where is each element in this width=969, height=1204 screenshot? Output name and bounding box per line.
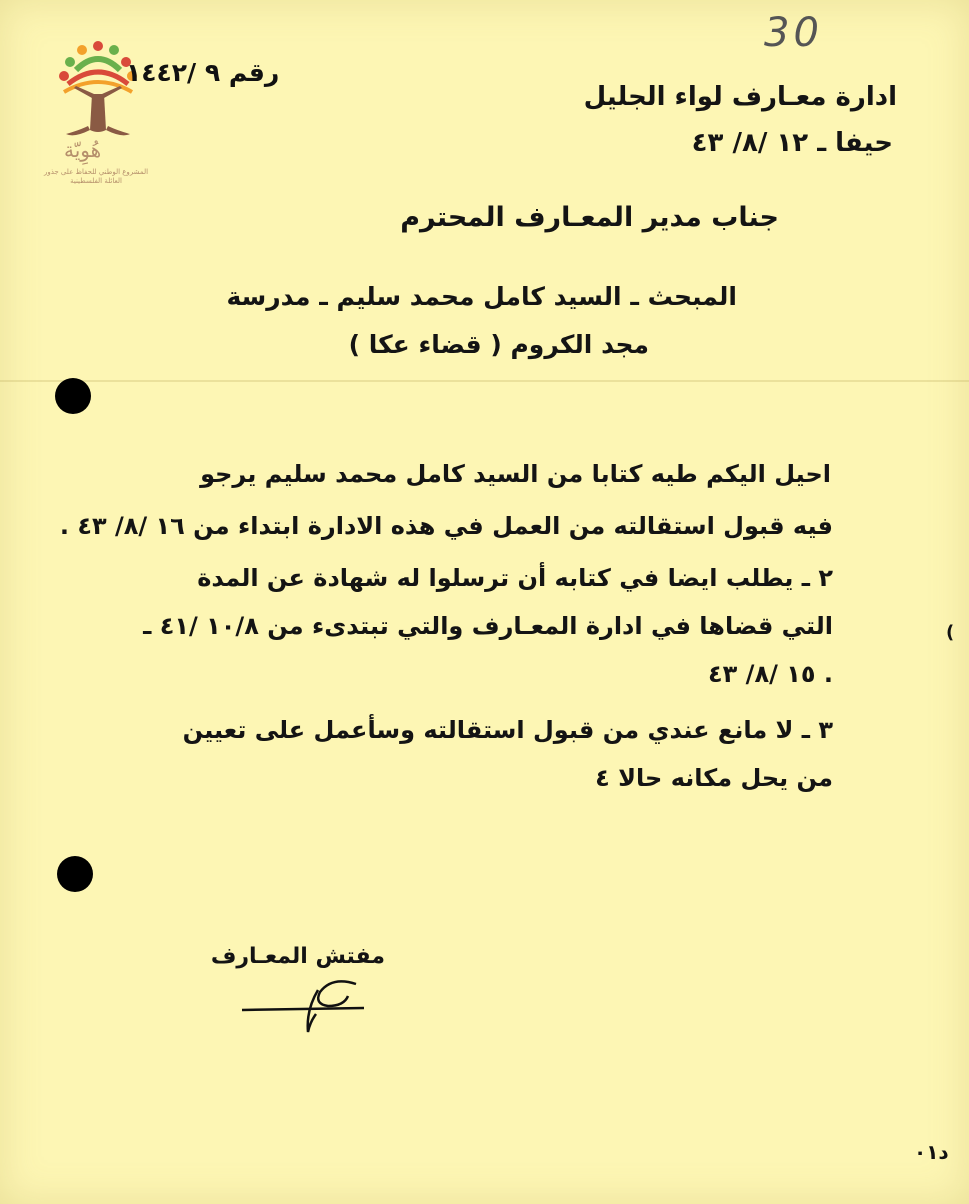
body-line: ١٥ /٨/ ٤٣ . — [708, 660, 833, 688]
body-line: احيل اليكم طيه كتابا من السيد كامل محمد سليم يرجو — [200, 460, 831, 488]
paper-fold — [0, 380, 969, 382]
page-number: 30 — [764, 10, 823, 56]
reference-number: رقم ٩ /١٤٤٢ — [126, 58, 280, 87]
body-line: من يحل مكانه حالا ٤ — [595, 764, 833, 792]
issuing-office: ادارة معـارف لواء الجليل — [583, 82, 897, 112]
body-line: فيه قبول استقالته من العمل في هذه الادارة ابتداء من ١٦ /٨/ ٤٣ . — [59, 512, 833, 540]
punch-hole-bottom — [57, 856, 93, 892]
body-line: التي قضاها في ادارة المعـارف والتي تبتدىء من ١٠/٨ /٤١ ـ — [143, 612, 833, 640]
body-line: ٣ ـ لا مانع عندي من قبول استقالته وسأعمل على تعيين — [182, 716, 833, 744]
recipient-line: جناب مدير المعـارف المحترم — [400, 202, 779, 233]
signatory-title: مفتش المعـارف — [210, 944, 385, 969]
subject-line-2: مجد الكروم ( قضاء عكا ) — [348, 330, 649, 359]
body-line: ٢ ـ يطلب ايضا في كتابه أن ترسلوا له شهادة عن المدة — [197, 564, 833, 592]
logo-wordmark: هُوِيّة — [64, 138, 102, 162]
punch-hole-top — [55, 378, 91, 414]
footer-code: د٠١ — [914, 1140, 949, 1164]
margin-mark: ( — [946, 622, 955, 643]
subject-line-1: المبحث ـ السيد كامل محمد سليم ـ مدرسة — [226, 282, 737, 311]
handwritten-signature — [236, 970, 376, 1040]
tree-icon — [66, 86, 130, 135]
place-date: حيفا ـ ١٢ /٨/ ٤٣ — [691, 128, 893, 158]
logo-caption: المشروع الوطني للحفاظ على جذور العائلة الفلسطينية — [43, 168, 149, 185]
